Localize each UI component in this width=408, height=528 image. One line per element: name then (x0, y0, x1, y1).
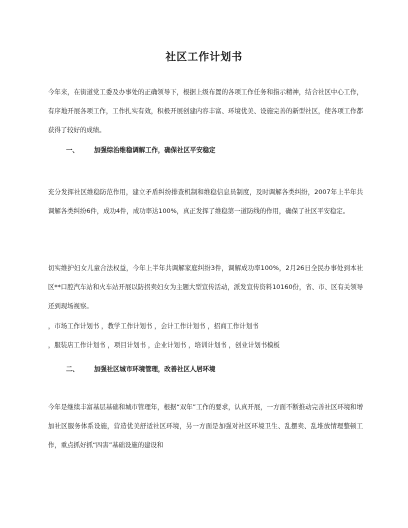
section-1-number: 一、 (66, 146, 79, 154)
section-1-heading (48, 141, 363, 160)
intro-paragraph: 今年来，在街道党工委及办事处的正确领导下，根据上级布置的各项工作任务和指示精神，结合社区中心工作，有序地开展各项工作，工作扎实有效，积极开展创建内容丰富、环境优美、设施完善的新型社区，使各项工作都获得了较好的成绩。 (48, 88, 363, 134)
section-2-heading (48, 360, 363, 379)
paragraph-mediation: 充分发挥社区维稳防范作用，建立矛盾纠纷排查机制和维稳信息员制度，及时调解各类纠纷，2007年上半年共调解各类纠纷6件，成功4件，成功率达100%，真正发挥了维稳第一道防线的作用，确保了社区平安稳定。 (48, 188, 363, 215)
section-1-heading-text: 加强综治维稳调解工作，确保社区平安稳定 (94, 146, 216, 154)
section-2-number: 二、 (66, 365, 79, 373)
related-links-line-1[interactable]: ，市场工作计划书 ，教学工作计划书 ，会计工作计划书 ，招商工作计划书 (48, 322, 259, 330)
related-links-line-2[interactable]: ，服装店工作计划书 ，项目计划书 ，企业计划书 ，培训计划书 ，创业计划书模板 (48, 341, 280, 349)
paragraph-women-children: 切实维护妇女儿童合法权益，今年上半年共调解家庭纠纷3件，调解成功率100%，2月26日全民办事处到本社区**口腔汽车站和火车站开展以防拐卖妇女为主题大型宣传活动，派发宣传资料10160份，省、市、区有关领导还到现场视察。 (48, 264, 363, 310)
paragraph-environment: 今年是继续丰富基层基础和城市管理年，根据“双年”工作的要求，认真开展，一方面不断推动完善社区环境和增加社区服务体系设施，营造优美舒适社区环境，另一方面是加强对社区环境卫生、乱摆卖、乱堆放情理整顿工作，重点抓好抓“四害”基础设施的建设和 (48, 403, 363, 449)
document-title: 社区工作计划书 (165, 51, 243, 63)
section-2-heading-text: 加强社区城市环境管理，改善社区人居环境 (94, 365, 216, 373)
